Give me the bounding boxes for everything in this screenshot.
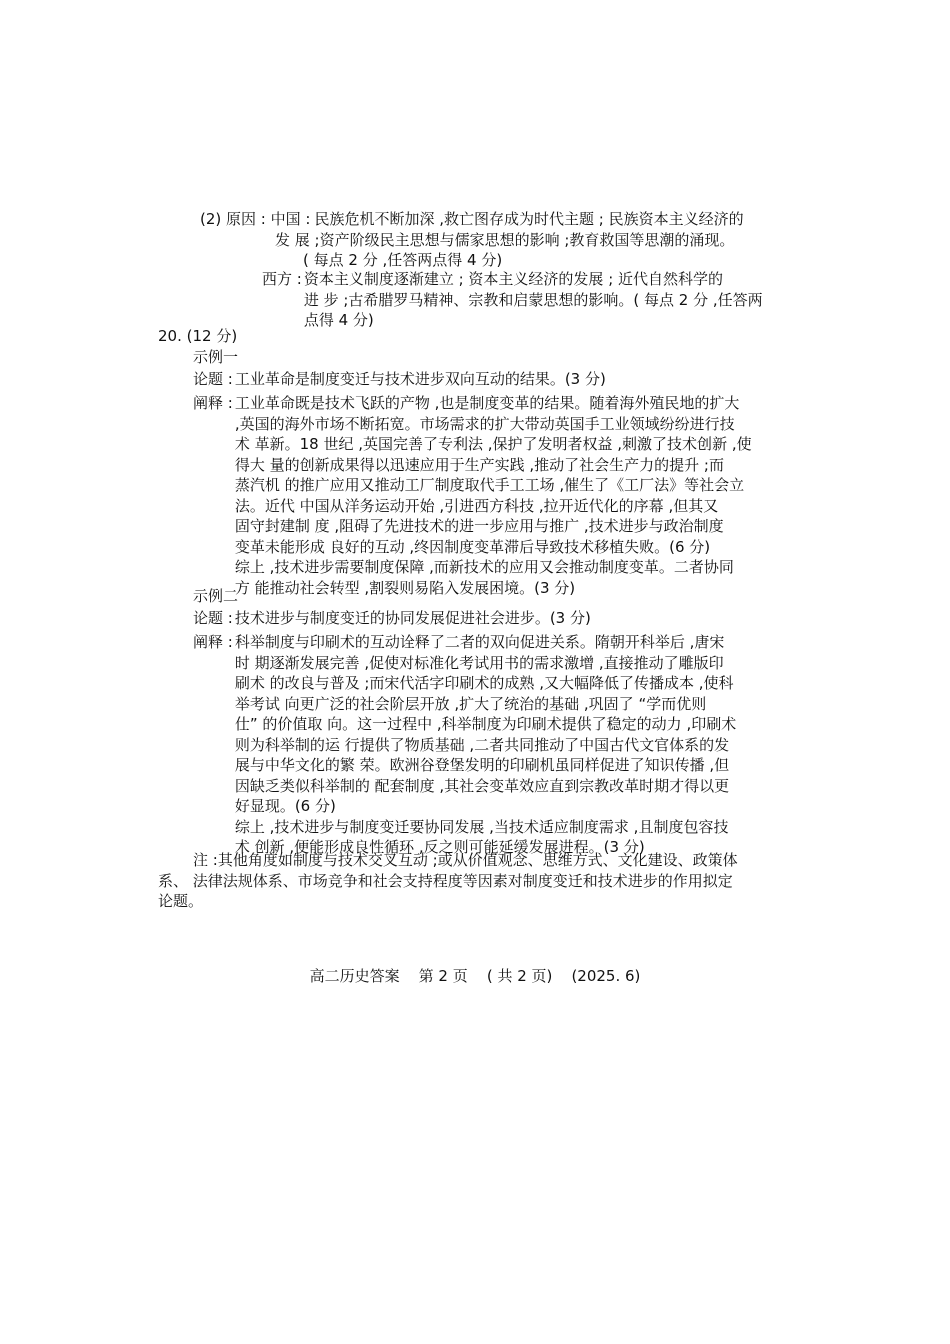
explanation-line: 术 革新。18 世纪 ,英国完善了专利法 ,保护了发明者权益 ,刺激了技术创新 ,使 <box>234 435 752 453</box>
example2-thesis <box>193 608 591 629</box>
explanation-line: 固守封建制 度 ,阻碍了先进技术的进一步应用与推广 ,技术进步与政治制度 <box>234 517 724 535</box>
q20-header: 20. (12 分) <box>158 327 238 345</box>
explanation-line: 得大 量的创新成果得以迅速应用于生产实践 ,推动了社会生产力的提升 ;而 <box>234 455 724 474</box>
q19-west-label: 西方 : <box>262 270 302 288</box>
example2-explanation <box>193 632 736 858</box>
q19-china-line: ( 每点 2 分 ,任答两点得 4 分) <box>303 251 503 269</box>
note-line: 论题。 <box>158 892 204 910</box>
explanation-line: 变革未能形成 良好的互动 ,终因制度变革滞后导致技术移植失败。(6 分) <box>234 537 711 556</box>
example1-title: 示例一 <box>193 348 239 366</box>
explanation-line: 综上 ,技术进步与制度变迁要协同发展 ,当技术适应制度需求 ,且制度包容技 <box>234 817 729 836</box>
page-footer: 高二历史答案 第 2 页 ( 共 2 页) (2025. 6) <box>309 967 641 985</box>
explanation-line: 综上 ,技术进步需要制度保障 ,而新技术的应用又会推动制度变革。二者协同 <box>234 558 734 576</box>
q19-part2-prefix: (2) 原因 : 中国 : <box>200 210 311 228</box>
explanation-line: 仕” 的价值取 向。这一过程中 ,科举制度为印刷术提供了稳定的动力 ,印刷术 <box>234 715 737 733</box>
explanation-line: ,英国的海外市场不断拓宽。市场需求的扩大带动英国手工业领域纷纷进行技 <box>234 414 735 433</box>
explanation-line: 术 创新 ,便能形成良性循环 ,反之则可能延缓发展进程。(3 分) <box>234 838 645 856</box>
explanation-line: 方 能推动社会转型 ,割裂则易陷入发展困境。(3 分) <box>234 578 576 597</box>
explanation-line: 因缺乏类似科举制的 配套制度 ,其社会变革效应直到宗教改革时期才得以更 <box>234 776 730 795</box>
q19-china-line: 发 展 ;资产阶级民主思想与儒家思想的影响 ;教育救国等思潮的涌现。 <box>275 230 735 249</box>
thesis-text: 工业革命是制度变迁与技术进步双向互动的结果。(3 分) <box>234 370 606 388</box>
example2-title: 示例二 <box>193 587 239 605</box>
explanation-label: 阐释 : <box>193 633 233 651</box>
q19-china-line: 民族危机不断加深 ,救亡图存成为时代主题 ; 民族资本主义经济的 <box>314 210 744 228</box>
explanation-line: 蒸汽机 的推广应用又推动工厂制度取代手工工场 ,催生了《工厂法》等社会立 <box>234 476 745 494</box>
thesis-label: 论题 : <box>193 370 233 388</box>
q19-west-reasons <box>262 269 763 331</box>
q19-west-line: 资本主义制度逐渐建立 ; 资本主义经济的发展 ; 近代自然科学的 <box>303 270 724 288</box>
q19-china-continuation <box>275 230 734 271</box>
explanation-line: 法。近代 中国从洋务运动开始 ,引进西方科技 ,拉开近代化的序幕 ,但其又 <box>234 496 719 515</box>
thesis-label: 论题 : <box>193 609 233 627</box>
note-line: 系、 法律法规体系、市场竞争和社会支持程度等因素对制度变迁和技术进步的作用拟定 <box>158 871 733 890</box>
q19-west-line: 点得 4 分) <box>303 311 374 329</box>
example1-explanation <box>193 393 752 598</box>
note-line: 注 :其他角度如制度与技术交叉互动 ;或从价值观念、思维方式、文化建设、政策体 <box>193 851 738 869</box>
q19-west-line: 进 步 ;古希腊罗马精神、宗教和启蒙思想的影响。( 每点 2 分 ,任答两 <box>303 290 763 309</box>
explanation-label: 阐释 : <box>193 394 233 412</box>
explanation-line: 展与中华文化的繁 荣。欧洲谷登堡发明的印刷机虽同样促进了知识传播 ,但 <box>234 756 730 774</box>
explanation-line: 则为科举制的运 行提供了物质基础 ,二者共同推动了中国古代文官体系的发 <box>234 735 730 754</box>
explanation-line: 时 期逐渐发展完善 ,促使对标准化考试用书的需求激增 ,直接推动了雕版印 <box>234 653 724 672</box>
explanation-line: 刷术 的改良与普及 ;而宋代活字印刷术的成熟 ,又大幅降低了传播成本 ,使科 <box>234 674 734 692</box>
explanation-line: 科举制度与印刷术的互动诠释了二者的双向促进关系。隋朝开科举后 ,唐宋 <box>234 633 725 651</box>
q19-china-reasons <box>200 209 744 230</box>
explanation-line: 举考试 向更广泛的社会阶层开放 ,扩大了统治的基础 ,巩固了 “学而优则 <box>234 694 707 713</box>
explanation-line: 工业革命既是技术飞跃的产物 ,也是制度变革的结果。随着海外殖民地的扩大 <box>234 394 740 412</box>
example1-thesis <box>193 369 606 390</box>
note <box>158 850 738 912</box>
thesis-text: 技术进步与制度变迁的协同发展促进社会进步。(3 分) <box>234 609 591 627</box>
explanation-line: 好显现。(6 分) <box>234 797 336 815</box>
